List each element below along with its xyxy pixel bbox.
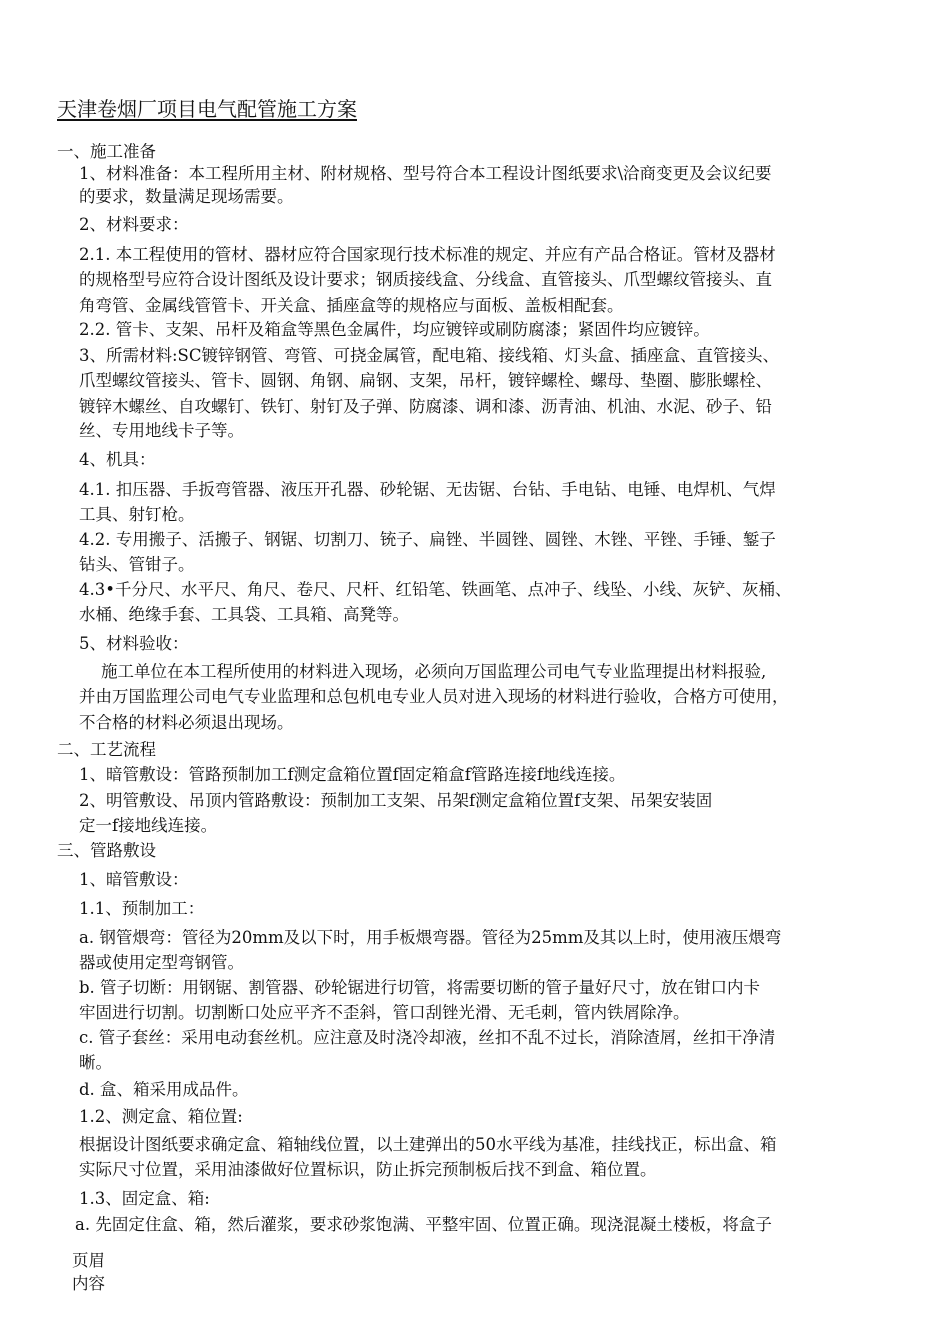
paragraph-line: 根据设计图纸要求确定盒、箱轴线位置，以土建弹出的50水平线为基准，挂线找正，标出盒、箱 — [79, 1135, 777, 1154]
paragraph-line: 1、暗管敷设：管路预制加工f测定盒箱位置f固定箱盒f管路连接f地线连接。 — [79, 765, 626, 784]
paragraph-line: 1、材料准备：本工程所用主材、附材规格、型号符合本工程设计图纸要求\洽商变更及会议纪要 — [79, 164, 772, 183]
section-heading: 三、管路敷设 — [57, 841, 156, 860]
paragraph-line: 角弯管、金属线管管卡、开关盒、插座盒等的规格应与面板、盖板相配套。 — [79, 296, 624, 315]
paragraph-line: 4.1. 扣压器、手扳弯管器、液压开孔器、砂轮锯、无齿锯、台钻、手电钻、电锤、电焊机、气焊 — [79, 480, 776, 499]
paragraph-line: 钻头、管钳子。 — [79, 555, 195, 574]
paragraph-line: 4.3•千分尺、水平尺、角尺、卷尺、尺杆、红铅笔、铁画笔、点冲子、线坠、小线、灰铲、灰桶、 — [79, 580, 792, 599]
paragraph-line: 丝、专用地线卡子等。 — [79, 421, 244, 440]
paragraph-line: 2、明管敷设、吊顶内管路敷设：预制加工支架、吊架f测定盒箱位置f支架、吊架安装固 — [79, 791, 713, 810]
paragraph-line: 定一f接地线连接。 — [79, 816, 218, 835]
paragraph-line: 施工单位在本工程所使用的材料进入现场，必须向万国监理公司电气专业监理提出材料报验, — [101, 662, 767, 681]
subheading-line: 2、材料要求： — [79, 215, 189, 234]
paragraph-line: 3、所需材料:SC镀锌钢管、弯管、可挠金属管，配电箱、接线箱、灯头盒、插座盒、直管接头、 — [79, 346, 779, 365]
paragraph-line: 器或使用定型弯钢管。 — [79, 953, 244, 972]
paragraph-line: c. 管子套丝：采用电动套丝机。应注意及时浇冷却液，丝扣不乱不过长，消除渣屑，丝扣干净清 — [79, 1028, 776, 1047]
paragraph-line: 不合格的材料必须退出现场。 — [79, 713, 294, 732]
paragraph-line: d. 盒、箱采用成品件。 — [79, 1080, 249, 1099]
paragraph-line: 晰。 — [79, 1053, 112, 1072]
subheading-line: 1.2、测定盒、箱位置: — [79, 1107, 243, 1126]
subheading-line: 5、材料验收： — [79, 634, 189, 653]
paragraph-line: b. 管子切断：用钢锯、割管器、砂轮锯进行切管，将需要切断的管子量好尺寸，放在钳口内卡 — [79, 978, 761, 997]
paragraph-line: 并由万国监理公司电气专业监理和总包机电专业人员对进入现场的材料进行验收，合格方可使用， — [79, 687, 789, 706]
paragraph-line: 镀锌木螺丝、自攻螺钉、铁钉、射钉及子弹、防腐漆、调和漆、沥青油、机油、水泥、砂子、铅 — [79, 397, 772, 416]
paragraph-line: 4.2. 专用搬子、活搬子、钢锯、切割刀、铳子、扁锉、半圆锉、圆锉、木锉、平锉、手锤、錾子 — [79, 530, 776, 549]
subheading-line: 1.1、预制加工： — [79, 899, 205, 918]
paragraph-line: a. 先固定住盒、箱，然后灌浆，要求砂浆饱满、平整牢固、位置正确。现浇混凝土楼板，将盒子 — [75, 1215, 772, 1234]
paragraph-line: 实际尺寸位置，采用油漆做好位置标识，防止拆完预制板后找不到盒、箱位置。 — [79, 1160, 657, 1179]
subheading-line: 1.3、固定盒、箱: — [79, 1189, 210, 1208]
paragraph-line: 工具、射钉枪。 — [79, 505, 195, 524]
paragraph-line: 的规格型号应符合设计图纸及设计要求；钢质接线盒、分线盒、直管接头、爪型螺纹管接头、直 — [79, 270, 772, 289]
paragraph-line: 2.2. 管卡、支架、吊杆及箱盒等黑色金属件，均应镀锌或刷防腐漆；紧固件均应镀锌。 — [79, 320, 710, 339]
paragraph-line: 的要求，数量满足现场需要。 — [79, 187, 294, 206]
subheading-line: 4、机具： — [79, 450, 156, 469]
document-title: 天津卷烟厂项目电气配管施工方案 — [57, 97, 357, 121]
paragraph-line: a. 钢管煨弯：管径为20mm及以下时，用手板煨弯器。管径为25mm及其以上时，使用液压煨弯 — [79, 928, 782, 947]
section-heading: 二、工艺流程 — [57, 740, 156, 759]
section-heading: 一、施工准备 — [57, 142, 156, 161]
paragraph-line: 牢固进行切割。切割断口处应平齐不歪斜，管口刮锉光滑、无毛刺，管内铁屑除净。 — [79, 1003, 690, 1022]
page-content-label: 内容 — [72, 1274, 105, 1293]
paragraph-line: 2.1. 本工程使用的管材、器材应符合国家现行技术标准的规定、并应有产品合格证。管材及器材 — [79, 245, 776, 264]
paragraph-line: 水桶、绝缘手套、工具袋、工具箱、高凳等。 — [79, 605, 409, 624]
subheading-line: 1、暗管敷设： — [79, 870, 189, 889]
paragraph-line: 爪型螺纹管接头、管卡、圆钢、角钢、扁钢、支架，吊杆，镀锌螺栓、螺母、垫圈、膨胀螺栓、 — [79, 371, 772, 390]
page-header-label: 页眉 — [72, 1251, 105, 1270]
